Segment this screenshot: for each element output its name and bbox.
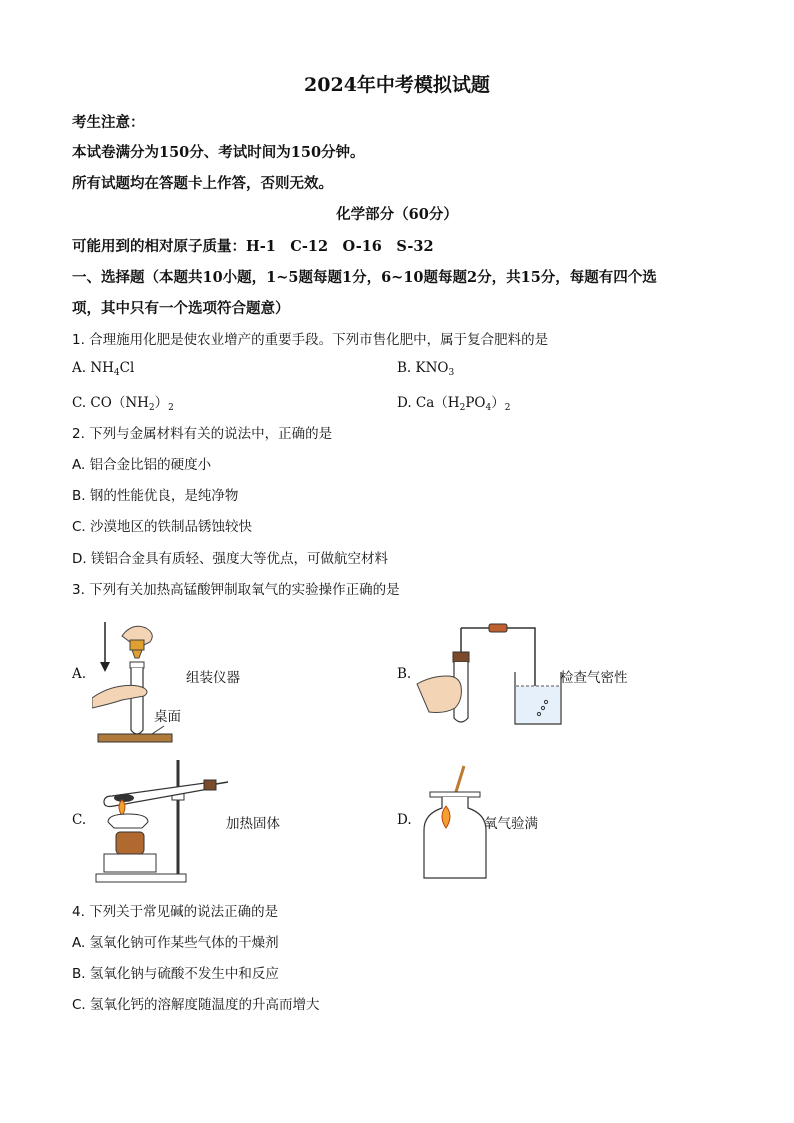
q4-option-a: A. 氢氧化钠可作某些气体的干燥剂 — [72, 935, 279, 951]
q3-option-a-caption: 组装仪器 — [186, 670, 240, 686]
q3-option-b-letter: B. — [397, 666, 412, 682]
q2-stem: 2. 下列与金属材料有关的说法中，正确的是 — [72, 426, 333, 442]
atomic-mass: 可能用到的相对原子质量：H-1 C-12 O-16 S-32 — [72, 238, 434, 255]
q2-option-c: C. 沙漠地区的铁制品锈蚀较快 — [72, 519, 253, 535]
part1-instructions-line1: 一、选择题（本题共10小题，1~5题每题1分，6~10题每题2分，共15分，每题有四个选 — [72, 269, 657, 286]
notice-line-1: 本试卷满分为150分、考试时间为150分钟。 — [72, 144, 365, 161]
q3-stem: 3. 下列有关加热高锰酸钾制取氧气的实验操作正确的是 — [72, 582, 400, 598]
q1-option-c: C. $CO(NH_2)_2$ — [72, 395, 174, 413]
section-name: 化学部分（60分） — [336, 206, 458, 223]
part1-instructions-line2: 项，其中只有一个选项符合题意） — [72, 300, 290, 317]
q1-stem: 1. 合理施用化肥是使农业增产的重要手段。下列市售化肥中，属于复合肥料的是 — [72, 332, 549, 348]
notice-heading: 考生注意： — [72, 114, 145, 131]
q4-option-b: B. 氢氧化钠与硫酸不发生中和反应 — [72, 966, 279, 982]
q4-stem: 4. 下列关于常见碱的说法正确的是 — [72, 904, 279, 920]
oxygen-full-test-figure — [420, 760, 490, 884]
heating-solid-figure — [92, 756, 232, 886]
q3-option-a-letter: A. — [72, 666, 87, 682]
airtightness-check-figure — [415, 622, 565, 730]
q1-option-d: D. $Ca(H_2PO_4)_2$ — [397, 395, 511, 413]
q3-option-c-letter: C. — [72, 812, 87, 828]
notice-line-2: 所有试题均在答题卡上作答，否则无效。 — [72, 175, 333, 192]
q3-option-d-caption: 氧气验满 — [484, 816, 538, 832]
q4-option-c: C. 氢氧化钙的溶解度随温度的升高而增大 — [72, 997, 320, 1013]
q1-option-a: A. $NH_4Cl$ — [72, 360, 135, 378]
q3-option-c-caption: 加热固体 — [226, 816, 280, 832]
q3-option-b-caption: 检查气密性 — [560, 670, 628, 686]
q2-option-a: A. 铝合金比铝的硬度小 — [72, 457, 212, 473]
q2-option-b: B. 钢的性能优良，是纯净物 — [72, 488, 239, 504]
assemble-apparatus-figure — [92, 618, 182, 748]
q2-option-d: D. 镁铝合金具有质轻、强度大等优点，可做航空材料 — [72, 551, 388, 567]
q3-option-d-letter: D. — [397, 812, 412, 828]
q1-option-b: B. $KNO_3$ — [397, 360, 455, 378]
q3-option-a-desk-label: 桌面 — [154, 709, 181, 725]
page-title: 2024年中考模拟试题 — [304, 74, 490, 96]
